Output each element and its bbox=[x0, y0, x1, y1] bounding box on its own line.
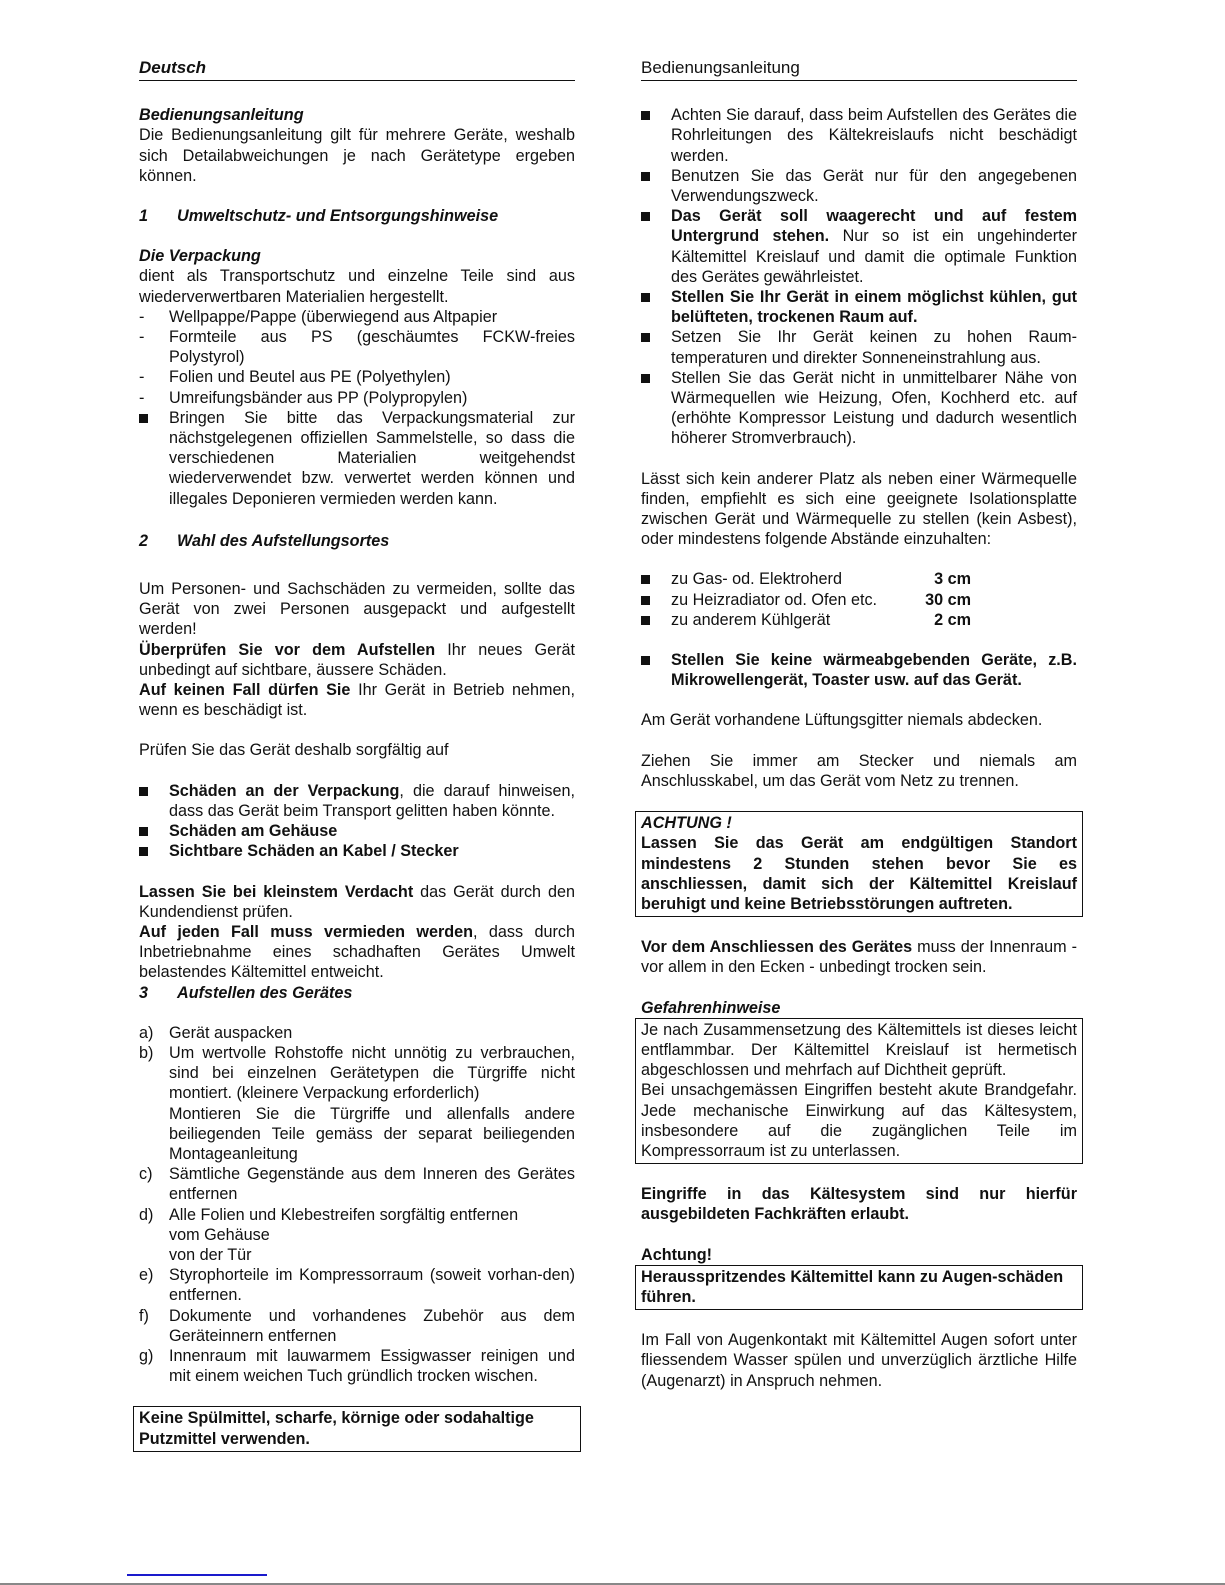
bullet-item: Schäden an der Verpackung, die darauf hinweisen, dass das Gerät beim Transport gelitten haben könnte. bbox=[139, 781, 575, 821]
paragraph: Auf keinen Fall dürfen Sie Ihr Gerät in Betrieb nehmen, wenn es beschädigt ist. bbox=[139, 681, 575, 720]
paragraph: Auf jeden Fall muss vermieden werden, dass durch Inbetriebnahme eines schadhaften Gerätes Umwelt belastendes Kältemittel entweicht. bbox=[139, 922, 575, 982]
paragraph: Lassen Sie bei kleinstem Verdacht das Gerät durch den Kundendienst prüfen. bbox=[139, 882, 575, 921]
bullet-square-icon bbox=[139, 847, 148, 856]
bullet-square-icon bbox=[641, 293, 650, 302]
bullet-item: Stellen Sie keine wärmeabgebenden Geräte, z.B. Mikrowellengerät, Toaster usw. auf das Gerät. bbox=[641, 650, 1077, 690]
paragraph: Prüfen Sie das Gerät deshalb sorgfältig auf bbox=[139, 741, 449, 760]
bullet-item: Bringen Sie bitte das Verpackungsmaterial zur nächstgelegenen offiziellen Sammelstelle, so dass die verschiedenen Materialien weitgehendst wiederverwendet bzw. verwertet werden können und illegales Deponieren vermieden werden kann. bbox=[139, 408, 575, 509]
right-column bbox=[641, 58, 1077, 1391]
intro-text: Die Bedienungsanleitung gilt für mehrere Geräte, weshalb sich Detailabweichungen je nach Gerätetype ergeben können. bbox=[139, 126, 575, 185]
intro-title: Bedienungsanleitung bbox=[139, 106, 304, 125]
material-item: - Folien und Beutel aus PE (Polyethylen) bbox=[139, 368, 451, 387]
bullet-item: Das Gerät soll waagerecht und auf festem Untergrund stehen. Nur so ist ein ungehinderter Kältemittel Kreislauf und damit die optimale Funktion des Gerätes gewährleistet. bbox=[641, 206, 1077, 287]
bullet-square-icon bbox=[139, 414, 148, 423]
plug-paragraph: Ziehen Sie immer am Stecker und niemals am Anschlusskabel, um das Gerät vom Netz zu trennen. bbox=[641, 751, 1077, 790]
step-item: e) Styrophorteile im Kompressorraum (soweit vorhan-den) entfernen. bbox=[139, 1266, 575, 1305]
bullet-item: Stellen Sie Ihr Gerät in einem möglichst kühlen, gut belüfteten, trockenen Raum auf. bbox=[641, 287, 1077, 327]
bullet-square-icon bbox=[139, 787, 148, 796]
section-1-heading: 1 Umweltschutz- und Entsorgungshinweise bbox=[139, 207, 499, 226]
cleaning-warning-box: Keine Spülmittel, scharfe, körnige oder sodahaltige Putzmittel verwenden. bbox=[133, 1406, 581, 1451]
bullet-square-icon bbox=[641, 596, 650, 605]
footer-link-underline bbox=[127, 1574, 267, 1576]
bullet-square-icon bbox=[641, 333, 650, 342]
section-2-heading: 2 Wahl des Aufstellungsortes bbox=[139, 531, 390, 550]
packaging-title: Die Verpackung bbox=[139, 247, 261, 266]
distance-row: zu Heizradiator od. Ofen etc. 30 cm bbox=[641, 590, 1077, 610]
step-item: b) Um wertvolle Rohstoffe nicht unnötig zu verbrauchen, sind bei einzelnen Gerätetypen die Türgriffe nicht montiert. (kleinere Verpackung erforderlich) Montieren Sie die Türgriffe und allenfalls andere beiliegenden Teile gemäss der separat beiliegenden Montageanleitung bbox=[139, 1043, 575, 1163]
achtung2-title: Achtung! bbox=[641, 1245, 713, 1264]
bullet-item: Schäden am Gehäuse bbox=[139, 821, 575, 841]
hazard-title: Gefahrenhinweise bbox=[641, 998, 781, 1017]
heat-source-paragraph: Lässt sich kein anderer Platz als neben einer Wärmequelle finden, empfiehlt es sich eine geeignete Isolationsplatte zwischen Gerät und Wärmequelle zu stellen (kein Asbest), oder mindestens folgende Abstände einzuhalten: bbox=[641, 469, 1077, 549]
ventilation-paragraph: Am Gerät vorhandene Lüftungsgitter niemals abdecken. bbox=[641, 711, 1043, 730]
section-3-heading: 3 Aufstellen des Gerätes bbox=[139, 983, 353, 1002]
material-item: - Formteile aus PS (geschäumtes FCKW-freies Polystyrol) bbox=[139, 328, 575, 367]
material-item: - Wellpappe/Pappe (überwiegend aus Altpapier bbox=[139, 307, 498, 326]
step-item: a) Gerät auspacken bbox=[139, 1023, 293, 1042]
material-item: - Umreifungsbänder aus PP (Polypropylen) bbox=[139, 388, 468, 407]
bullet-square-icon bbox=[139, 827, 148, 836]
bullet-item: Achten Sie darauf, dass beim Aufstellen des Gerätes die Rohrleitungen des Kältekreislaufs nicht beschädigt werden. bbox=[641, 105, 1077, 166]
eye-warning-box: Herausspritzendes Kältemittel kann zu Augen-schäden führen. bbox=[635, 1265, 1083, 1310]
achtung-warning-box: ACHTUNG ! Lassen Sie das Gerät am endgültigen Standort mindestens 2 Stunden stehen bevor Sie es anschliessen, damit sich der Kältemittel Kreislauf beruhigt und keine Betriebsstörungen auftreten. bbox=[635, 811, 1083, 917]
step-item: c) Sämtliche Gegenstände aus dem Inneren des Gerätes entfernen bbox=[139, 1165, 575, 1204]
bullet-item: Benutzen Sie das Gerät nur für den angegebenen Verwendungszweck. bbox=[641, 166, 1077, 206]
eye-contact-paragraph: Im Fall von Augenkontakt mit Kältemittel Augen sofort unter fliessendem Wasser spülen und unverzüglich ärztliche Hilfe (Augenarzt) in Anspruch nehmen. bbox=[641, 1331, 1077, 1390]
bullet-square-icon bbox=[641, 656, 650, 665]
bullet-square-icon bbox=[641, 616, 650, 625]
bullet-item: Sichtbare Schäden an Kabel / Stecker bbox=[139, 841, 575, 861]
bullet-square-icon bbox=[641, 374, 650, 383]
bullet-square-icon bbox=[641, 212, 650, 221]
step-item: g) Innenraum mit lauwarmem Essigwasser reinigen und mit einem weichen Tuch gründlich trocken wischen. bbox=[139, 1346, 575, 1386]
connect-paragraph: Vor dem Anschliessen des Gerätes muss der Innenraum - vor allem in den Ecken - unbedingt trocken sein. bbox=[641, 938, 1077, 977]
bullet-square-icon bbox=[641, 172, 650, 181]
document-header: Bedienungsanleitung bbox=[641, 58, 1077, 81]
paragraph: Um Personen- und Sachschäden zu vermeiden, sollte das Gerät von zwei Personen ausgepackt und aufgestellt werden! bbox=[139, 580, 575, 639]
bullet-square-icon bbox=[641, 111, 650, 120]
language-header: Deutsch bbox=[139, 58, 575, 81]
bullet-square-icon bbox=[641, 575, 650, 584]
specialist-note: Eingriffe in das Kältesystem sind nur hierfür ausgebildeten Fachkräften erlaubt. bbox=[641, 1185, 1077, 1224]
step-item: d) Alle Folien und Klebestreifen sorgfältig entfernen vom Gehäuse von der Tür bbox=[139, 1205, 519, 1264]
paragraph: Überprüfen Sie vor dem Aufstellen Ihr neues Gerät unbedingt auf sichtbare, äussere Schäden. bbox=[139, 640, 575, 679]
bullet-item: Stellen Sie das Gerät nicht in unmittelbarer Nähe von Wärmequellen wie Heizung, Ofen, Kochherd etc. auf (erhöhte Kompressor Leistung und dadurch wesentlich höherer Stromverbrauch). bbox=[641, 368, 1077, 449]
hazard-box: Je nach Zusammensetzung des Kältemittels ist dieses leicht entflammbar. Der Kältemittel Kreislauf ist hermetisch abgeschlossen und mehrfach auf Dichtheit geprüft. Bei unsachgemässen Eingriffen besteht akute Brandgefahr. Jede mechanische Einwirkung auf das Kältesystem, insbesondere auf die zugänglichen Teile im Kompressorraum ist zu unterlassen. bbox=[635, 1018, 1083, 1164]
left-column bbox=[139, 58, 575, 1452]
bullet-item: Setzen Sie Ihr Gerät keinen zu hohen Raum-temperaturen und direkter Sonneneinstrahlung aus. bbox=[641, 327, 1077, 367]
distance-row: zu anderem Kühlgerät 2 cm bbox=[641, 610, 1077, 630]
step-item: f) Dokumente und vorhandenes Zubehör aus dem Geräteinnern entfernen bbox=[139, 1306, 575, 1345]
packaging-text: dient als Transportschutz und einzelne Teile sind aus wiederverwertbaren Materialien hergestellt. bbox=[139, 267, 575, 306]
distance-row: zu Gas- od. Elektroherd 3 cm bbox=[641, 569, 1077, 589]
